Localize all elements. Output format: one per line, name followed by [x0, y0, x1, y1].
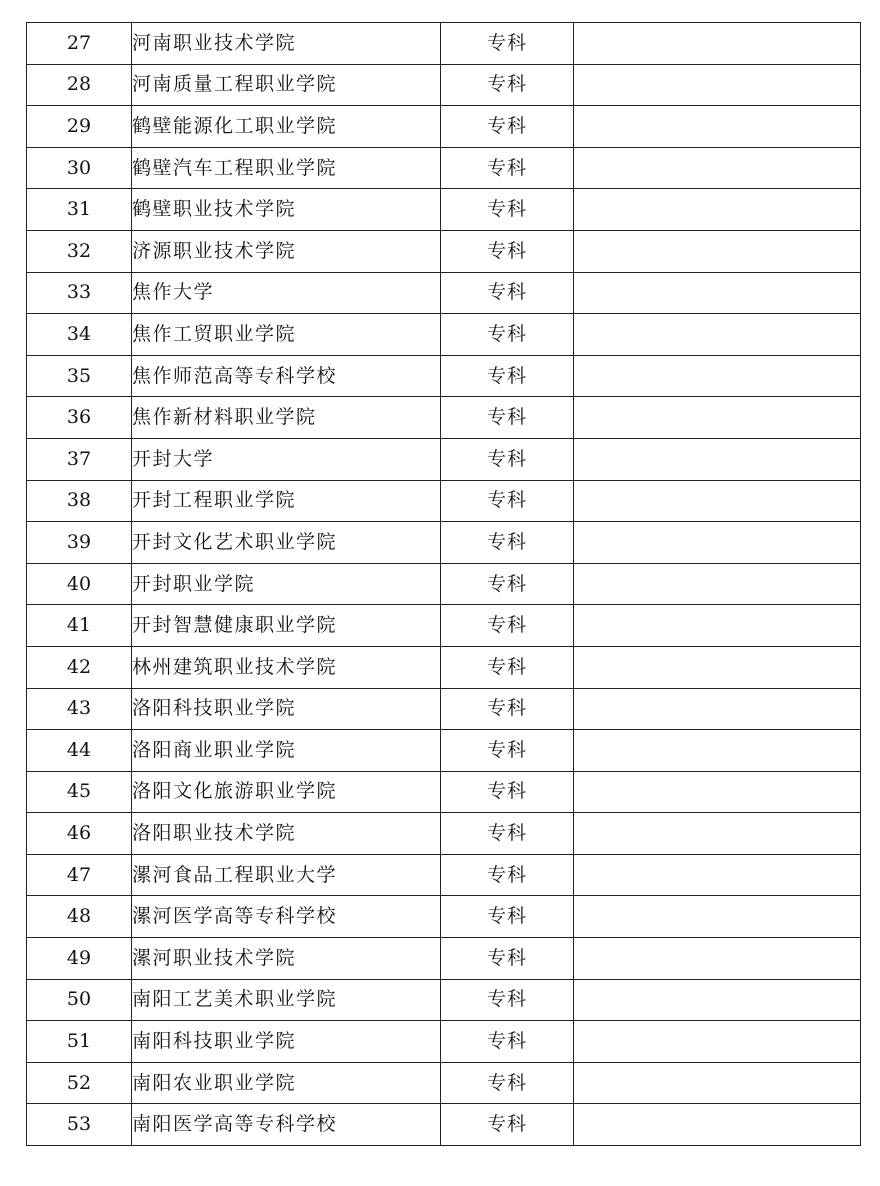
row-number-cell: 42: [27, 646, 132, 688]
table-row: [27, 522, 861, 564]
note-cell: [574, 147, 861, 189]
table-row: [27, 896, 861, 938]
school-name-cell: 南阳农业职业学院: [132, 1062, 441, 1104]
note-cell: [574, 522, 861, 564]
note-cell: [574, 771, 861, 813]
note-cell: [574, 23, 861, 65]
note-cell: [574, 605, 861, 647]
note-cell: [574, 854, 861, 896]
school-type-cell: 专科: [441, 64, 574, 106]
table-row: [27, 730, 861, 772]
table-row: [27, 938, 861, 980]
school-name-cell: 河南质量工程职业学院: [132, 64, 441, 106]
table-row: [27, 64, 861, 106]
row-number-cell: 51: [27, 1021, 132, 1063]
school-name-cell: 鹤壁职业技术学院: [132, 189, 441, 231]
school-type-cell: 专科: [441, 480, 574, 522]
note-cell: [574, 230, 861, 272]
note-cell: [574, 64, 861, 106]
table-row: [27, 979, 861, 1021]
table-row: [27, 646, 861, 688]
row-number-cell: 33: [27, 272, 132, 314]
school-name-cell: 开封智慧健康职业学院: [132, 605, 441, 647]
school-type-cell: 专科: [441, 189, 574, 231]
table-row: [27, 438, 861, 480]
school-name-cell: 河南职业技术学院: [132, 23, 441, 65]
note-cell: [574, 813, 861, 855]
table-row: [27, 563, 861, 605]
school-name-cell: 漯河职业技术学院: [132, 938, 441, 980]
school-name-cell: 焦作工贸职业学院: [132, 314, 441, 356]
school-type-cell: 专科: [441, 522, 574, 564]
school-type-cell: 专科: [441, 563, 574, 605]
school-name-cell: 南阳工艺美术职业学院: [132, 979, 441, 1021]
school-name-cell: 洛阳科技职业学院: [132, 688, 441, 730]
note-cell: [574, 979, 861, 1021]
school-name-cell: 林州建筑职业技术学院: [132, 646, 441, 688]
row-number-cell: 37: [27, 438, 132, 480]
row-number-cell: 30: [27, 147, 132, 189]
school-type-cell: 专科: [441, 397, 574, 439]
school-name-cell: 焦作新材料职业学院: [132, 397, 441, 439]
note-cell: [574, 896, 861, 938]
school-type-cell: 专科: [441, 1021, 574, 1063]
row-number-cell: 52: [27, 1062, 132, 1104]
note-cell: [574, 106, 861, 148]
note-cell: [574, 688, 861, 730]
school-type-cell: 专科: [441, 355, 574, 397]
school-type-cell: 专科: [441, 854, 574, 896]
table-row: [27, 1062, 861, 1104]
row-number-cell: 50: [27, 979, 132, 1021]
row-number-cell: 45: [27, 771, 132, 813]
school-name-cell: 南阳医学高等专科学校: [132, 1104, 441, 1146]
row-number-cell: 28: [27, 64, 132, 106]
row-number-cell: 49: [27, 938, 132, 980]
table-body: [27, 23, 861, 1146]
row-number-cell: 38: [27, 480, 132, 522]
school-type-cell: 专科: [441, 730, 574, 772]
school-type-cell: 专科: [441, 1062, 574, 1104]
school-type-cell: 专科: [441, 438, 574, 480]
note-cell: [574, 646, 861, 688]
school-name-cell: 济源职业技术学院: [132, 230, 441, 272]
row-number-cell: 43: [27, 688, 132, 730]
row-number-cell: 29: [27, 106, 132, 148]
school-type-cell: 专科: [441, 938, 574, 980]
school-name-cell: 洛阳商业职业学院: [132, 730, 441, 772]
school-type-cell: 专科: [441, 106, 574, 148]
table-row: [27, 1021, 861, 1063]
row-number-cell: 48: [27, 896, 132, 938]
table-row: [27, 23, 861, 65]
table-row: [27, 230, 861, 272]
row-number-cell: 40: [27, 563, 132, 605]
school-type-cell: 专科: [441, 314, 574, 356]
school-type-cell: 专科: [441, 605, 574, 647]
school-name-cell: 漯河食品工程职业大学: [132, 854, 441, 896]
school-type-cell: 专科: [441, 688, 574, 730]
row-number-cell: 47: [27, 854, 132, 896]
row-number-cell: 34: [27, 314, 132, 356]
school-name-cell: 开封职业学院: [132, 563, 441, 605]
note-cell: [574, 1021, 861, 1063]
table-row: [27, 355, 861, 397]
school-table: [26, 22, 861, 1146]
table-row: [27, 480, 861, 522]
school-name-cell: 开封文化艺术职业学院: [132, 522, 441, 564]
note-cell: [574, 938, 861, 980]
row-number-cell: 39: [27, 522, 132, 564]
row-number-cell: 44: [27, 730, 132, 772]
note-cell: [574, 189, 861, 231]
school-type-cell: 专科: [441, 813, 574, 855]
row-number-cell: 46: [27, 813, 132, 855]
table-row: [27, 106, 861, 148]
school-type-cell: 专科: [441, 1104, 574, 1146]
table-row: [27, 397, 861, 439]
school-type-cell: 专科: [441, 771, 574, 813]
table-row: [27, 1104, 861, 1146]
table-row: [27, 605, 861, 647]
note-cell: [574, 314, 861, 356]
school-name-cell: 焦作大学: [132, 272, 441, 314]
note-cell: [574, 272, 861, 314]
note-cell: [574, 1062, 861, 1104]
school-type-cell: 专科: [441, 23, 574, 65]
table-row: [27, 314, 861, 356]
table-row: [27, 813, 861, 855]
school-type-cell: 专科: [441, 646, 574, 688]
note-cell: [574, 355, 861, 397]
table-row: [27, 854, 861, 896]
row-number-cell: 32: [27, 230, 132, 272]
note-cell: [574, 397, 861, 439]
note-cell: [574, 438, 861, 480]
school-name-cell: 开封工程职业学院: [132, 480, 441, 522]
school-type-cell: 专科: [441, 896, 574, 938]
school-name-cell: 南阳科技职业学院: [132, 1021, 441, 1063]
row-number-cell: 53: [27, 1104, 132, 1146]
school-type-cell: 专科: [441, 147, 574, 189]
school-name-cell: 漯河医学高等专科学校: [132, 896, 441, 938]
note-cell: [574, 480, 861, 522]
note-cell: [574, 730, 861, 772]
school-type-cell: 专科: [441, 230, 574, 272]
school-name-cell: 鹤壁能源化工职业学院: [132, 106, 441, 148]
table-row: [27, 147, 861, 189]
school-type-cell: 专科: [441, 272, 574, 314]
note-cell: [574, 563, 861, 605]
row-number-cell: 35: [27, 355, 132, 397]
school-name-cell: 洛阳职业技术学院: [132, 813, 441, 855]
table-row: [27, 272, 861, 314]
school-name-cell: 焦作师范高等专科学校: [132, 355, 441, 397]
school-name-cell: 洛阳文化旅游职业学院: [132, 771, 441, 813]
school-type-cell: 专科: [441, 979, 574, 1021]
note-cell: [574, 1104, 861, 1146]
table-row: [27, 688, 861, 730]
school-name-cell: 开封大学: [132, 438, 441, 480]
row-number-cell: 36: [27, 397, 132, 439]
table-row: [27, 771, 861, 813]
row-number-cell: 27: [27, 23, 132, 65]
school-name-cell: 鹤壁汽车工程职业学院: [132, 147, 441, 189]
row-number-cell: 41: [27, 605, 132, 647]
table-row: [27, 189, 861, 231]
row-number-cell: 31: [27, 189, 132, 231]
